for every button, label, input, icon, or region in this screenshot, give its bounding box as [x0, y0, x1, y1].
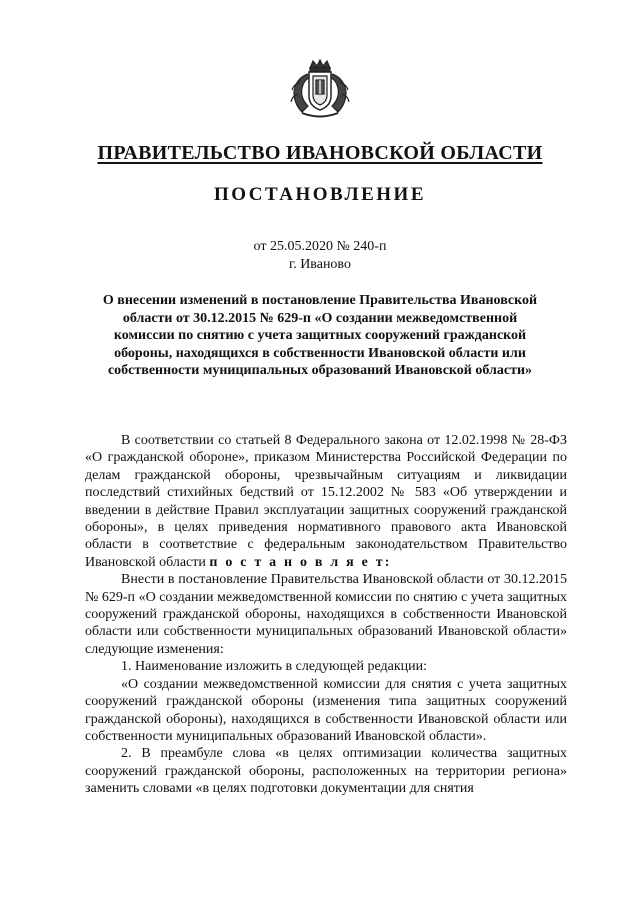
coat-of-arms-icon — [288, 58, 352, 120]
document-type: ПОСТАНОВЛЕНИЕ — [213, 184, 427, 205]
body-paragraph-1: Внести в постановление Правительства Ивановской области от 30.12.2015 № 629-п «О создании межведомственной комиссии по снятию с учета защитных сооружений гражданской обороны, находящихся в собственности Ивановской области или собственности муниципальных образований Ивановской области» следующие изменения: — [85, 572, 567, 657]
document-city: г. Иваново — [289, 257, 351, 272]
body-paragraph-2: 1. Наименование изложить в следующей редакции: — [121, 659, 427, 675]
document-date-number: от 25.05.2020 № 240-п — [253, 239, 387, 254]
document-body — [85, 432, 567, 798]
body-paragraph-4: 2. В преамбуле слова «в целях оптимизации количества защитных сооружений гражданской обороны, расположенных на территории региона» заменить словами «в целях подготовки документации для снятия — [85, 746, 567, 797]
document-subject: О внесении изменений в постановление Правительства Ивановской области от 30.12.2015 № 629-п «О создании межведомственной комиссии по снятию с учета защитных сооружений гражданской обороны, находящихся в собственности Ивановской области или собственности муниципальных образований Ивановской области» — [102, 293, 538, 379]
body-paragraph-3: «О создании межведомственной комиссии для снятия с учета защитных сооружений гражданской обороны (изменения типа защитных сооружений гражданской обороны), находящихся в собственности Ивановской области или собственности муниципальных образований Ивановской области». — [85, 676, 567, 744]
preamble-text: В соответствии со статьей 8 Федерального закона от 12.02.1998 № 28-ФЗ «О гражданской обороне», приказом Министерства Российской Федерации по делам гражданской обороны, чрезвычайным ситуациям и ликвидации последствий стихийных бедствий от 15.12.2002 № 583 «Об утверждении и введении в действие Правил эксплуатации защитных сооружений гражданской обороны», в целях приведения нормативного правового акта Ивановской области в соответствие с федеральным законодательством Правительство Ивановской области — [85, 433, 567, 570]
organization-title: ПРАВИТЕЛЬСТВО ИВАНОВСКОЙ ОБЛАСТИ — [97, 142, 543, 164]
resolves-word: п о с т а н о в л я е т: — [209, 554, 392, 570]
preamble-paragraph — [85, 432, 567, 571]
